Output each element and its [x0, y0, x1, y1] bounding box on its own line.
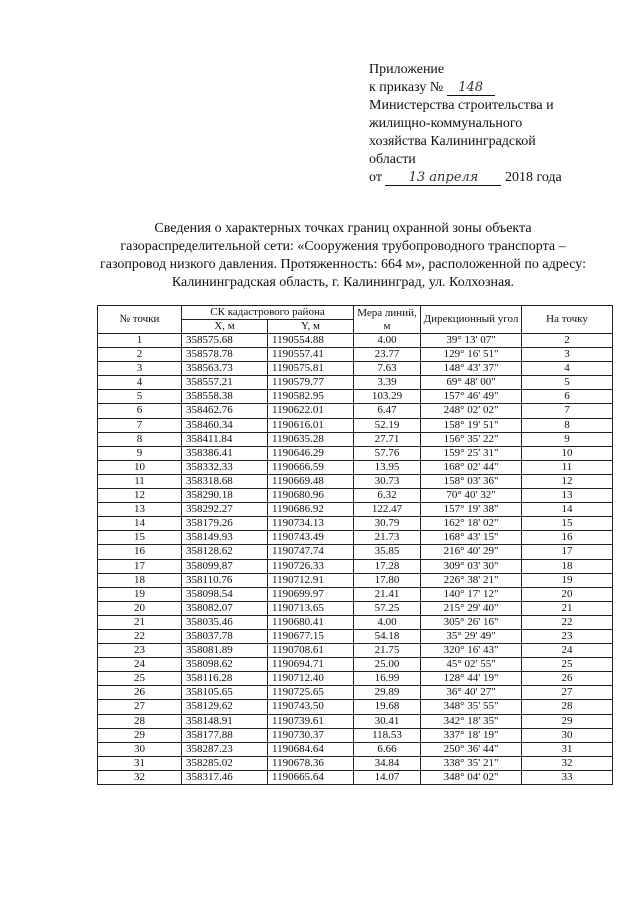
cell-direction: 215° 29' 40" — [421, 601, 522, 615]
cell-measure: 57.76 — [354, 446, 421, 460]
cell-y: 1190712.40 — [268, 672, 354, 686]
order-prefix: к приказу № — [369, 80, 444, 95]
cell-x: 358290.18 — [182, 489, 268, 503]
table-row — [98, 573, 613, 587]
cell-measure: 19.68 — [354, 700, 421, 714]
header-point-no: № точки — [98, 306, 182, 334]
cell-direction: 309° 03' 30" — [421, 559, 522, 573]
table-row — [98, 587, 613, 601]
table-row — [98, 531, 613, 545]
cell-direction: 129° 16' 51" — [421, 348, 522, 362]
cell-measure: 34.84 — [354, 756, 421, 770]
table-row — [98, 404, 613, 418]
appendix-line-4: жилищно-коммунального — [369, 116, 523, 131]
cell-point-no: 2 — [98, 348, 182, 362]
cell-point-no: 23 — [98, 644, 182, 658]
cell-y: 1190579.77 — [268, 376, 354, 390]
cell-direction: 158° 19' 51" — [421, 418, 522, 432]
cell-y: 1190677.15 — [268, 629, 354, 643]
cell-y: 1190699.97 — [268, 587, 354, 601]
table-row — [98, 517, 613, 531]
cell-to-point: 9 — [522, 432, 613, 446]
cell-measure: 57.25 — [354, 601, 421, 615]
cell-point-no: 11 — [98, 474, 182, 488]
cell-to-point: 20 — [522, 587, 613, 601]
cell-to-point: 16 — [522, 531, 613, 545]
cell-to-point: 28 — [522, 700, 613, 714]
date-prefix: от — [369, 170, 382, 185]
cell-y: 1190622.01 — [268, 404, 354, 418]
cell-to-point: 6 — [522, 390, 613, 404]
appendix-block — [369, 61, 609, 187]
cell-x: 358575.68 — [182, 334, 268, 348]
cell-direction: 70° 40' 32" — [421, 489, 522, 503]
cell-point-no: 1 — [98, 334, 182, 348]
cell-to-point: 4 — [522, 362, 613, 376]
cell-direction: 305° 26' 16" — [421, 615, 522, 629]
table-row — [98, 700, 613, 714]
table-row — [98, 545, 613, 559]
cell-point-no: 9 — [98, 446, 182, 460]
cell-point-no: 16 — [98, 545, 182, 559]
cell-direction: 69° 48' 00" — [421, 376, 522, 390]
cell-point-no: 19 — [98, 587, 182, 601]
table-row — [98, 658, 613, 672]
cell-x: 358179.26 — [182, 517, 268, 531]
cell-point-no: 5 — [98, 390, 182, 404]
cell-x: 358105.65 — [182, 686, 268, 700]
cell-direction: 128° 44' 19" — [421, 672, 522, 686]
cell-measure: 21.73 — [354, 531, 421, 545]
cell-to-point: 11 — [522, 460, 613, 474]
cell-x: 358317.46 — [182, 770, 268, 784]
table-row — [98, 446, 613, 460]
cell-to-point: 26 — [522, 672, 613, 686]
cell-point-no: 8 — [98, 432, 182, 446]
cell-to-point: 3 — [522, 348, 613, 362]
cell-measure: 21.41 — [354, 587, 421, 601]
cell-x: 358411.84 — [182, 432, 268, 446]
cell-y: 1190712.91 — [268, 573, 354, 587]
cell-point-no: 20 — [98, 601, 182, 615]
header-sk: СК кадастрового района — [182, 306, 354, 320]
cell-y: 1190678.36 — [268, 756, 354, 770]
cell-x: 358148.91 — [182, 714, 268, 728]
cell-measure: 4.00 — [354, 334, 421, 348]
cell-direction: 157° 46' 49" — [421, 390, 522, 404]
table-row — [98, 432, 613, 446]
cell-to-point: 32 — [522, 756, 613, 770]
cell-point-no: 6 — [98, 404, 182, 418]
table-row — [98, 756, 613, 770]
cell-direction: 159° 25' 31" — [421, 446, 522, 460]
cell-to-point: 8 — [522, 418, 613, 432]
cell-measure: 23.77 — [354, 348, 421, 362]
cell-y: 1190684.64 — [268, 742, 354, 756]
cell-to-point: 10 — [522, 446, 613, 460]
cell-to-point: 19 — [522, 573, 613, 587]
cell-x: 358129.62 — [182, 700, 268, 714]
cell-direction: 157° 19' 38" — [421, 503, 522, 517]
cell-measure: 122.47 — [354, 503, 421, 517]
cell-x: 358578.78 — [182, 348, 268, 362]
cell-measure: 6.47 — [354, 404, 421, 418]
cell-measure: 16.99 — [354, 672, 421, 686]
cell-y: 1190554.88 — [268, 334, 354, 348]
cell-y: 1190646.29 — [268, 446, 354, 460]
table-row — [98, 503, 613, 517]
cell-measure: 29.89 — [354, 686, 421, 700]
cell-y: 1190680.41 — [268, 615, 354, 629]
cell-direction: 35° 29' 49" — [421, 629, 522, 643]
table-row — [98, 460, 613, 474]
cell-measure: 13.95 — [354, 460, 421, 474]
cell-point-no: 24 — [98, 658, 182, 672]
table-row — [98, 686, 613, 700]
cell-direction: 168° 02' 44" — [421, 460, 522, 474]
cell-to-point: 27 — [522, 686, 613, 700]
cell-x: 358098.54 — [182, 587, 268, 601]
table-row — [98, 644, 613, 658]
header-direction: Дирекционный угол — [421, 306, 522, 334]
cell-y: 1190743.50 — [268, 700, 354, 714]
cell-x: 358110.76 — [182, 573, 268, 587]
cell-to-point: 31 — [522, 742, 613, 756]
table-row — [98, 559, 613, 573]
cell-x: 358318.68 — [182, 474, 268, 488]
cell-point-no: 7 — [98, 418, 182, 432]
cell-to-point: 7 — [522, 404, 613, 418]
cell-measure: 30.79 — [354, 517, 421, 531]
cell-to-point: 29 — [522, 714, 613, 728]
cell-y: 1190635.28 — [268, 432, 354, 446]
cell-direction: 156° 35' 22" — [421, 432, 522, 446]
cell-x: 358460.34 — [182, 418, 268, 432]
table-row — [98, 390, 613, 404]
year-suffix: 2018 года — [504, 170, 562, 185]
cell-point-no: 21 — [98, 615, 182, 629]
cell-measure: 35.85 — [354, 545, 421, 559]
table-row — [98, 615, 613, 629]
cell-x: 358462.76 — [182, 404, 268, 418]
cell-to-point: 23 — [522, 629, 613, 643]
cell-point-no: 25 — [98, 672, 182, 686]
cell-y: 1190582.95 — [268, 390, 354, 404]
cell-direction: 158° 03' 36" — [421, 474, 522, 488]
cell-y: 1190708.61 — [268, 644, 354, 658]
cell-to-point: 2 — [522, 334, 613, 348]
cell-direction: 342° 18' 35" — [421, 714, 522, 728]
cell-point-no: 10 — [98, 460, 182, 474]
cell-direction: 250° 36' 44" — [421, 742, 522, 756]
cell-to-point: 14 — [522, 503, 613, 517]
cell-point-no: 32 — [98, 770, 182, 784]
cell-direction: 348° 04' 02" — [421, 770, 522, 784]
cell-x: 358177.88 — [182, 728, 268, 742]
cell-measure: 3.39 — [354, 376, 421, 390]
cell-measure: 14.07 — [354, 770, 421, 784]
table-row — [98, 474, 613, 488]
cell-x: 358082.07 — [182, 601, 268, 615]
cell-direction: 216° 40' 29" — [421, 545, 522, 559]
cell-direction: 148° 43' 37" — [421, 362, 522, 376]
cell-x: 358558.38 — [182, 390, 268, 404]
header-x: X, м — [182, 320, 268, 334]
cell-to-point: 22 — [522, 615, 613, 629]
cell-measure: 30.73 — [354, 474, 421, 488]
cell-to-point: 30 — [522, 728, 613, 742]
cell-x: 358099.87 — [182, 559, 268, 573]
cell-point-no: 18 — [98, 573, 182, 587]
cell-measure: 103.29 — [354, 390, 421, 404]
cell-y: 1190665.64 — [268, 770, 354, 784]
table-row — [98, 629, 613, 643]
cell-to-point: 15 — [522, 517, 613, 531]
cell-x: 358285.02 — [182, 756, 268, 770]
cell-x: 358098.62 — [182, 658, 268, 672]
cell-direction: 348° 35' 55" — [421, 700, 522, 714]
order-number-handwritten: 148 — [447, 81, 495, 96]
appendix-line-3: Министерства строительства и — [369, 98, 554, 113]
cell-measure: 17.80 — [354, 573, 421, 587]
cell-direction: 36° 40' 27" — [421, 686, 522, 700]
cell-y: 1190725.65 — [268, 686, 354, 700]
cell-to-point: 33 — [522, 770, 613, 784]
cell-measure: 6.32 — [354, 489, 421, 503]
cell-y: 1190686.92 — [268, 503, 354, 517]
cell-direction: 162° 18' 02" — [421, 517, 522, 531]
cell-point-no: 13 — [98, 503, 182, 517]
cell-to-point: 25 — [522, 658, 613, 672]
cell-x: 358557.21 — [182, 376, 268, 390]
cell-y: 1190616.01 — [268, 418, 354, 432]
cell-y: 1190669.48 — [268, 474, 354, 488]
cell-y: 1190734.13 — [268, 517, 354, 531]
cell-measure: 52.19 — [354, 418, 421, 432]
appendix-order-line — [369, 79, 609, 97]
cell-point-no: 3 — [98, 362, 182, 376]
cell-direction: 320° 16' 43" — [421, 644, 522, 658]
cell-point-no: 4 — [98, 376, 182, 390]
table-row — [98, 489, 613, 503]
cell-point-no: 22 — [98, 629, 182, 643]
cell-point-no: 30 — [98, 742, 182, 756]
header-to-point: На точку — [522, 306, 613, 334]
cell-direction: 248° 02' 02" — [421, 404, 522, 418]
document-title: Сведения о характерных точках границ охранной зоны объекта газораспределительной сети: «Сооружения трубопроводного транспорта – газопровод низкого давления. Протяженность: 664 м», расположенной по адресу: Калининградская область, г. Калининград, ул. Колхозная. — [100, 221, 586, 290]
cell-direction: 168° 43' 15" — [421, 531, 522, 545]
table-body — [98, 334, 613, 785]
cell-to-point: 24 — [522, 644, 613, 658]
appendix-line-6: области — [369, 152, 416, 167]
table-row — [98, 362, 613, 376]
cell-measure: 54.18 — [354, 629, 421, 643]
cell-y: 1190557.41 — [268, 348, 354, 362]
table-row — [98, 418, 613, 432]
cell-point-no: 27 — [98, 700, 182, 714]
cell-point-no: 31 — [98, 756, 182, 770]
cell-x: 358287.23 — [182, 742, 268, 756]
cell-direction: 39° 13' 07" — [421, 334, 522, 348]
cell-to-point: 17 — [522, 545, 613, 559]
cell-x: 358037.78 — [182, 629, 268, 643]
cell-x: 358149.93 — [182, 531, 268, 545]
cell-measure: 21.75 — [354, 644, 421, 658]
cell-point-no: 28 — [98, 714, 182, 728]
cell-y: 1190730.37 — [268, 728, 354, 742]
table-row — [98, 714, 613, 728]
cell-measure: 7.63 — [354, 362, 421, 376]
cell-x: 358563.73 — [182, 362, 268, 376]
cell-direction: 337° 18' 19" — [421, 728, 522, 742]
table-row — [98, 672, 613, 686]
table-row — [98, 728, 613, 742]
cell-x: 358128.62 — [182, 545, 268, 559]
cell-measure: 25.00 — [354, 658, 421, 672]
cell-y: 1190666.59 — [268, 460, 354, 474]
cell-to-point: 21 — [522, 601, 613, 615]
cell-x: 358332.33 — [182, 460, 268, 474]
cell-to-point: 13 — [522, 489, 613, 503]
cell-y: 1190680.96 — [268, 489, 354, 503]
cell-y: 1190743.49 — [268, 531, 354, 545]
table-row — [98, 334, 613, 348]
cell-point-no: 14 — [98, 517, 182, 531]
table-row — [98, 601, 613, 615]
cell-measure: 27.71 — [354, 432, 421, 446]
cell-point-no: 15 — [98, 531, 182, 545]
date-handwritten: 13 апреля — [385, 171, 501, 186]
cell-direction: 45° 02' 55" — [421, 658, 522, 672]
cell-measure: 6.66 — [354, 742, 421, 756]
cell-y: 1190713.65 — [268, 601, 354, 615]
cell-y: 1190726.33 — [268, 559, 354, 573]
header-measure: Мера линий, м — [354, 306, 421, 334]
cell-point-no: 17 — [98, 559, 182, 573]
cell-x: 358035.46 — [182, 615, 268, 629]
cell-x: 358386.41 — [182, 446, 268, 460]
cell-y: 1190694.71 — [268, 658, 354, 672]
table-row — [98, 348, 613, 362]
appendix-line-1: Приложение — [369, 62, 445, 77]
cell-y: 1190575.81 — [268, 362, 354, 376]
cell-point-no: 12 — [98, 489, 182, 503]
table-row — [98, 742, 613, 756]
cell-direction: 140° 17' 12" — [421, 587, 522, 601]
cell-to-point: 5 — [522, 376, 613, 390]
cell-point-no: 29 — [98, 728, 182, 742]
cell-x: 358116.28 — [182, 672, 268, 686]
cell-measure: 118.53 — [354, 728, 421, 742]
appendix-date-line — [369, 169, 609, 187]
table-row — [98, 376, 613, 390]
cell-measure: 4.00 — [354, 615, 421, 629]
boundary-points-table — [97, 305, 613, 785]
cell-direction: 338° 35' 21" — [421, 756, 522, 770]
header-y: Y, м — [268, 320, 354, 334]
cell-x: 358081.89 — [182, 644, 268, 658]
table-row — [98, 770, 613, 784]
cell-y: 1190747.74 — [268, 545, 354, 559]
cell-direction: 226° 38' 21" — [421, 573, 522, 587]
appendix-line-5: хозяйства Калининградской — [369, 134, 536, 149]
cell-x: 358292.27 — [182, 503, 268, 517]
cell-y: 1190739.61 — [268, 714, 354, 728]
cell-point-no: 26 — [98, 686, 182, 700]
cell-measure: 17.28 — [354, 559, 421, 573]
cell-to-point: 18 — [522, 559, 613, 573]
cell-measure: 30.41 — [354, 714, 421, 728]
cell-to-point: 12 — [522, 474, 613, 488]
